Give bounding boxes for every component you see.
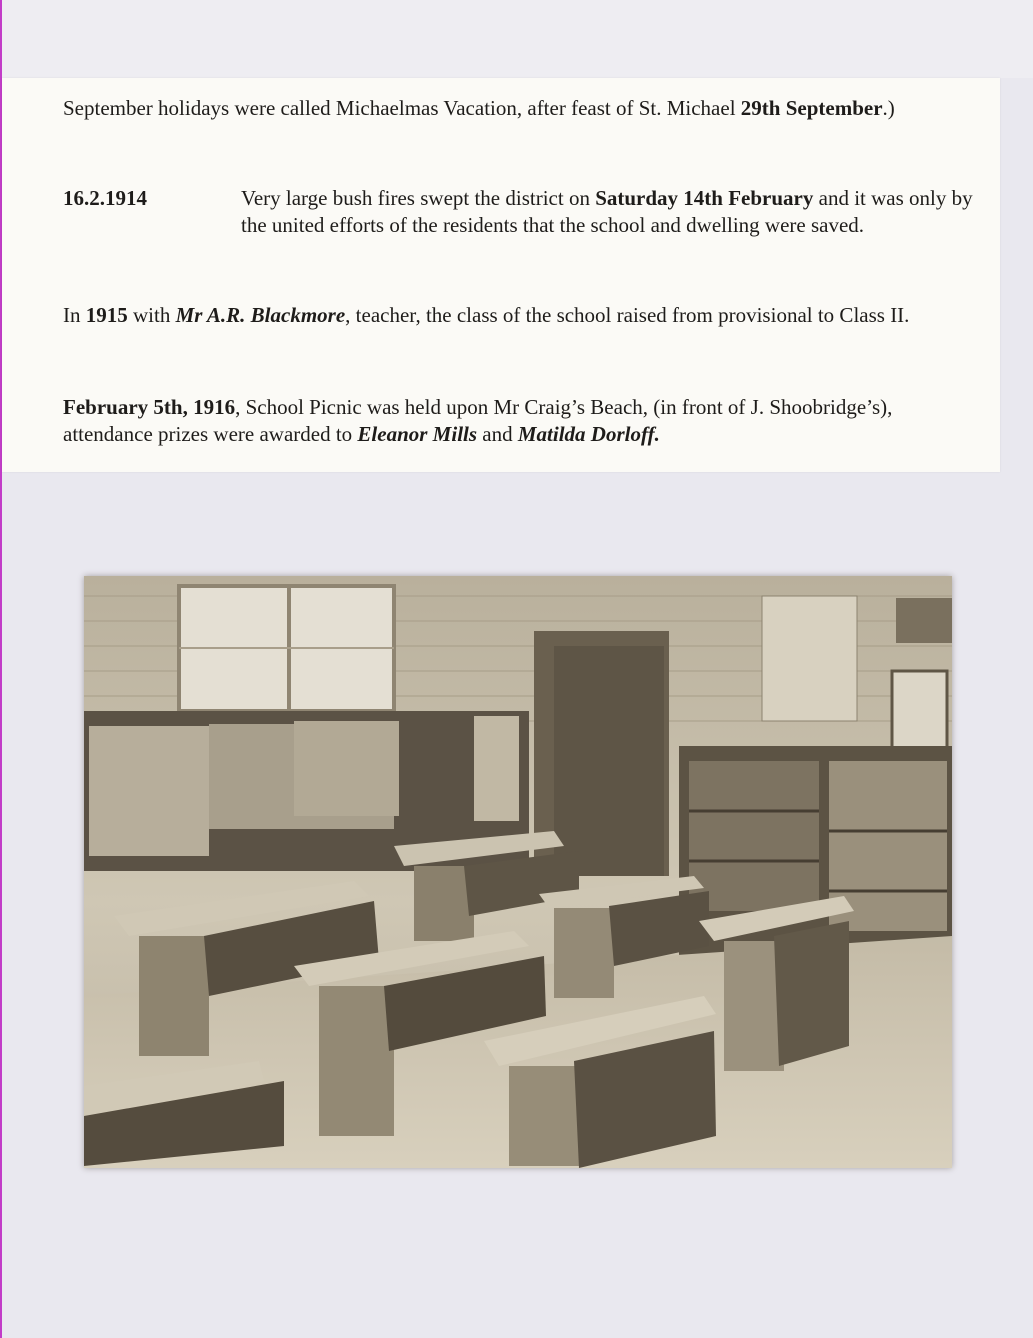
text-clipping — [2, 78, 1000, 472]
bold-date: February 5th, 1916 — [63, 395, 236, 419]
text-run: Very large bush fires swept the district on — [241, 186, 596, 210]
classroom-photo-illustration — [84, 576, 952, 1168]
text-run: .) — [882, 96, 895, 120]
bird-chart — [762, 596, 857, 721]
text-run: September holidays were called Michaelmas Vacation, after feast of St. Michael — [63, 96, 741, 120]
bold-year: 1915 — [85, 303, 128, 327]
text-run: In — [63, 303, 86, 327]
prize-winner-name: Matilda Dorloff. — [517, 422, 660, 446]
paragraph-class-change — [63, 302, 988, 329]
scan-top-margin — [2, 0, 1033, 78]
text-run: , teacher, the class of the school raised from provisional to Class II. — [345, 303, 910, 327]
classroom-photograph — [84, 576, 952, 1168]
entry-body — [241, 185, 993, 239]
paragraph-picnic — [63, 394, 963, 448]
text-run: and — [477, 422, 518, 446]
teacher-name: Mr A.R. Blackmore — [175, 303, 346, 327]
paragraph-michaelmas — [63, 95, 943, 122]
entry-date: 16.2.1914 — [63, 186, 147, 210]
picture-frame — [896, 598, 952, 643]
window — [179, 586, 394, 711]
bold-date: 29th September — [740, 96, 883, 120]
text-run: , School Picnic was held upon Mr Craig’s Beach, (in front of J. Shoobridge’s), attendance prizes were awarded to — [63, 395, 893, 446]
text-run: with — [127, 303, 176, 327]
bold-date: Saturday 14th February — [595, 186, 814, 210]
text-run: and it was only by the united efforts of the residents that the school and dwelling were saved. — [241, 186, 973, 237]
prize-winner-name: Eleanor Mills — [357, 422, 478, 446]
